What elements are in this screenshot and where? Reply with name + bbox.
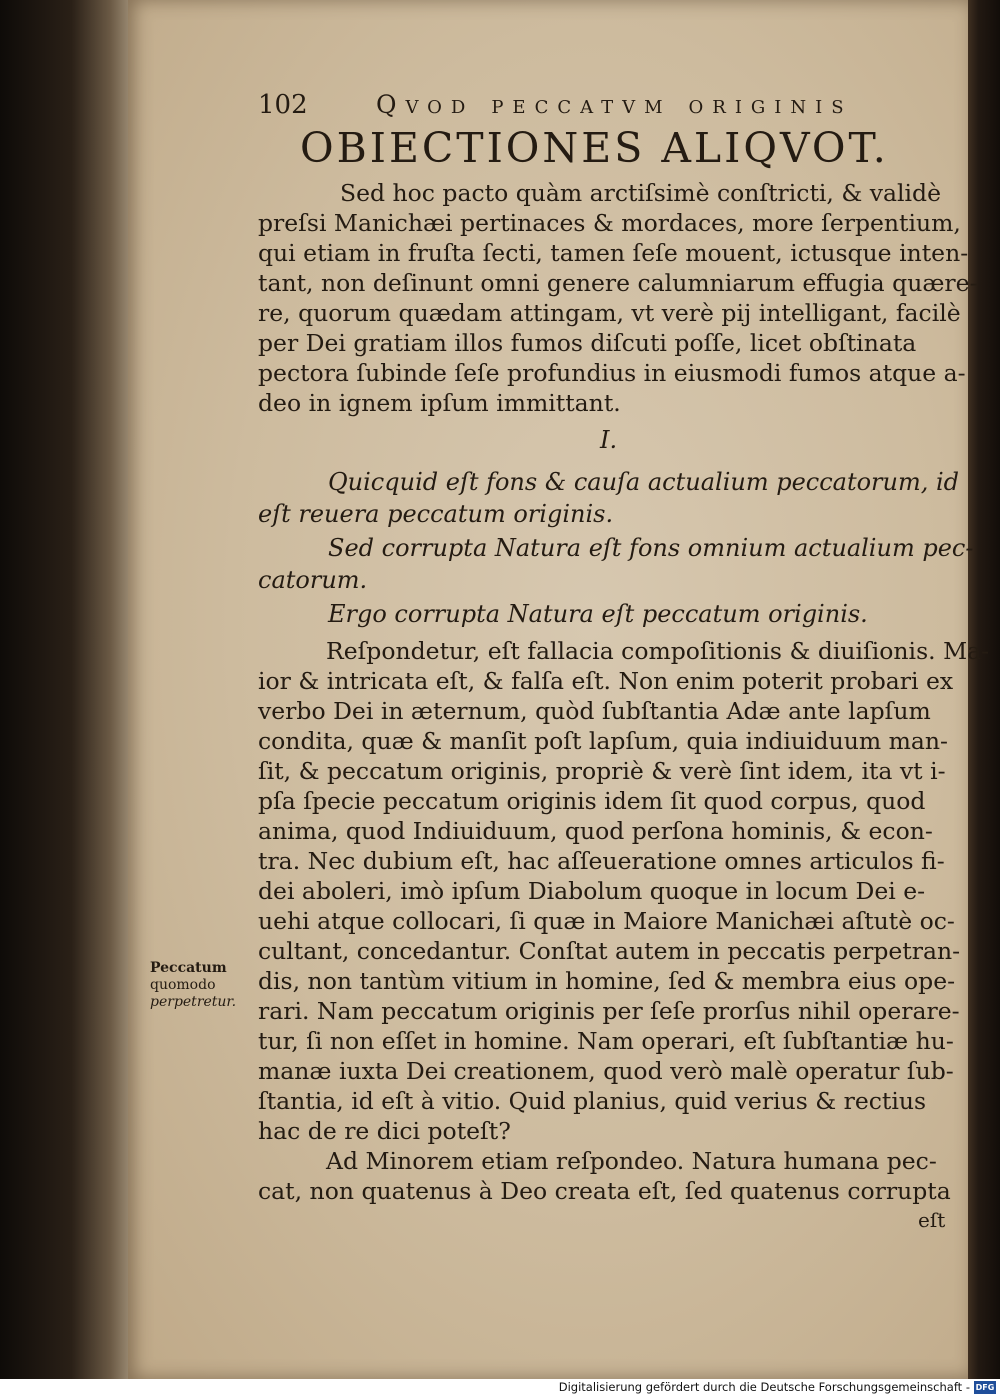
funding-notice: Digitalisierung gefördert durch die Deutsche Forschungsgemeinschaft - (558, 1380, 970, 1394)
page-number: 102 (258, 90, 308, 120)
response-line: uehi atque collocari, ſi quæ in Maiore Manichæi aſtutè oc- (258, 907, 955, 935)
response-line: condita, quæ & manſit poſt lapſum, quia indiuiduum man- (258, 727, 948, 755)
catchword: eſt (918, 1208, 946, 1232)
response-line: ſit, & peccatum originis, propriè & verè ſint idem, ita vt i- (258, 757, 946, 785)
syllogism-major: Quicquid eſt fons & cauſa actualium peccatorum, id (328, 468, 960, 496)
dfg-logo: DFG (975, 1383, 995, 1392)
body-line: per Dei gratiam illos fumos diſcuti poſſe, licet obſtinata (258, 329, 917, 357)
response-line: manæ iuxta Dei creationem, quod verò malè operatur ſub- (258, 1057, 954, 1085)
response-line: hac de re dici poteſt? (258, 1117, 511, 1145)
response-line: cultant, concedantur. Conſtat autem in peccatis perpetran- (258, 937, 961, 965)
body-line: deo in ignem ipſum immittant. (258, 389, 621, 417)
syllogism-minor-cont: catorum. (258, 566, 368, 594)
response-line: ſtantia, id eſt à vitio. Quid planius, quid verius & rectius (258, 1087, 927, 1115)
response-line: cat, non quatenus à Deo creata eſt, ſed quatenus corrupta (258, 1177, 951, 1205)
response-line: dei aboleri, imò ipſum Diabolum quoque in locum Dei e- (258, 877, 926, 905)
marginal-note (150, 960, 236, 1011)
body-line: tant, non deſinunt omni genere calumniarum effugia quære- (258, 269, 978, 297)
body-line: pectora ſubinde ſeſe profundius in eiusmodi fumos atque a- (258, 359, 966, 387)
marginal-note-line: Peccatum (150, 960, 227, 976)
response-line: rari. Nam peccatum originis per ſeſe prorſus nihil operare- (258, 997, 960, 1025)
response-line: verbo Dei in æternum, quòd ſubſtantia Adæ ante lapſum (258, 697, 931, 725)
syllogism-major-cont: eſt reuera peccatum originis. (258, 500, 614, 528)
book-spine-shadow (0, 0, 130, 1379)
numeral: I. (600, 426, 618, 454)
body-line: re, quorum quædam attingam, vt verè pij intelligant, facilè (258, 299, 961, 327)
marginal-note-line: quomodo (150, 977, 216, 993)
response-line: Ad Minorem etiam reſpondeo. Natura humana pec- (326, 1147, 937, 1175)
section-title: OBIECTIONES ALIQVOT. (300, 124, 889, 172)
syllogism-minor: Sed corrupta Natura eſt fons omnium actualium pec- (328, 534, 974, 562)
running-title: Qvod peccatvm originis (376, 90, 853, 119)
body-line: Sed hoc pacto quàm arctiſsimè conſtricti, & validè (340, 179, 942, 207)
response-line: anima, quod Indiuiduum, quod perſona hominis, & econ- (258, 817, 933, 845)
response-line: pſa ſpecie peccatum originis idem ſit quod corpus, quod (258, 787, 926, 815)
body-line: qui etiam in fruſta ſecti, tamen ſeſe mouent, ictusque inten- (258, 239, 969, 267)
response-line: tra. Nec dubium eſt, hac aſſeueratione omnes articulos fi- (258, 847, 945, 875)
response-line: dis, non tantùm vitium in homine, ſed & membra eius ope- (258, 967, 956, 995)
syllogism-conclusion: Ergo corrupta Natura eſt peccatum originis. (328, 600, 868, 628)
marginal-note-line: perpetretur. (150, 994, 237, 1010)
response-line: Reſpondetur, eſt fallacia compoſitionis & diuiſionis. Ma- (326, 637, 990, 665)
response-line: tur, ſi non eſſet in homine. Nam operari, eſt ſubſtantiæ hu- (258, 1027, 954, 1055)
footer-bar (0, 1379, 1000, 1397)
body-line: preſsi Manichæi pertinaces & mordaces, more ſerpentium, (258, 209, 961, 237)
response-line: ior & intricata eſt, & falſa eſt. Non enim poterit probari ex (258, 667, 954, 695)
page-edge (964, 0, 1000, 1379)
